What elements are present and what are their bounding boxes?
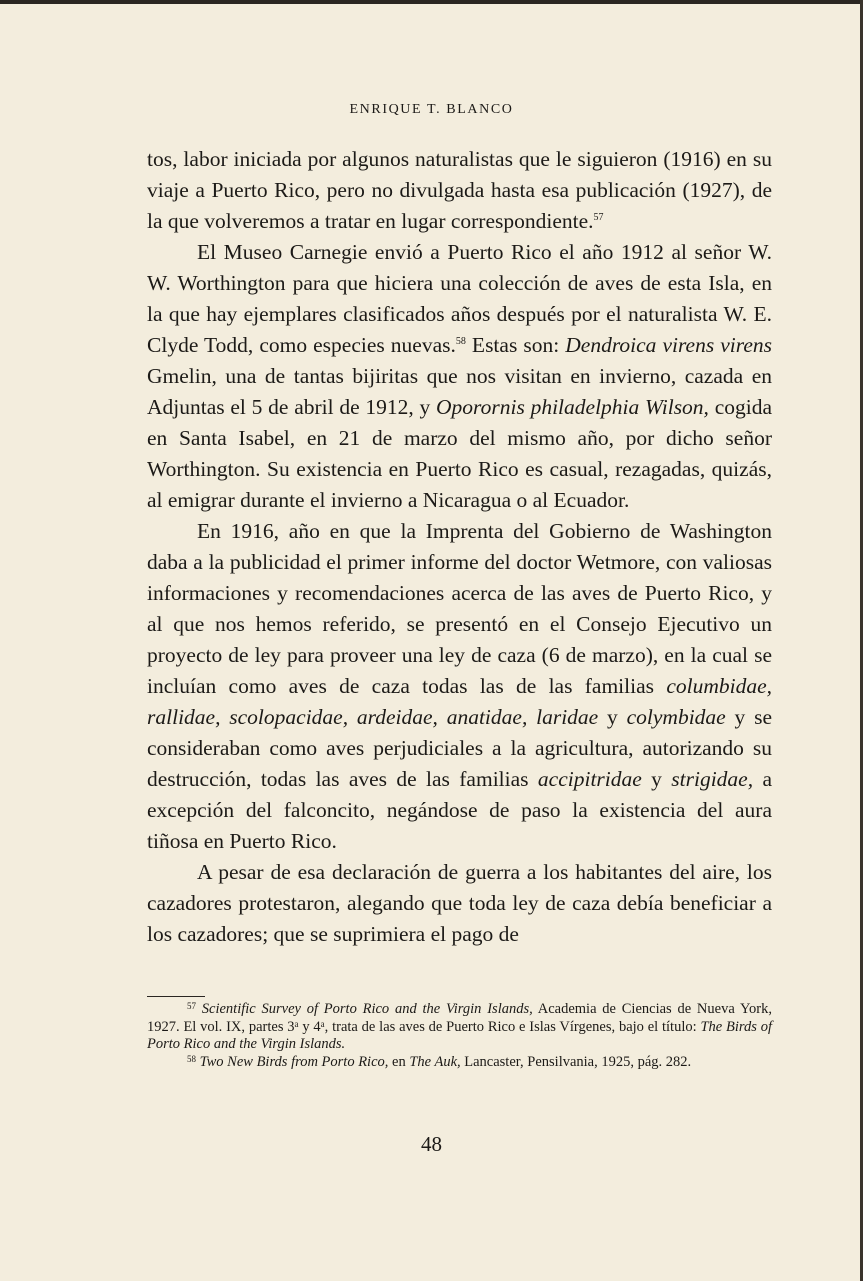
family-name: accipitridae — [537, 767, 642, 791]
footnote-ref-57[interactable]: 57 — [593, 212, 604, 223]
text-span: y 4 — [298, 1018, 321, 1035]
paragraph-4 — [147, 857, 772, 950]
paragraph-2 — [147, 237, 772, 516]
citation-title: The Birds of Porto Rico and the Virgin Islands. — [147, 1018, 773, 1052]
page-top-edge — [0, 0, 863, 4]
family-name: strigidae, — [671, 767, 754, 791]
family-names: columbidae, rallidae, scolopacidae, ardeidae, anatidae, laridae — [147, 674, 772, 729]
text-span: a excepción del falconcito, negándose de paso la existencia del aura tiñosa en Puerto Rico. — [147, 767, 772, 853]
text-span: El Museo Carnegie envió a Puerto Rico el año 1912 al señor W. W. Worthington para que hiciera una colección de aves de esta Isla, en la que hay ejemplares clasificados años después por el naturalista W. E. Clyde Todd, como especies nuevas. — [147, 240, 772, 357]
text-span: y se consideraban como aves perjudiciales a la agricultura, autorizando su destrucción, todas las aves de las familias — [147, 705, 772, 791]
text-span: A pesar de esa declaración de guerra a los habitantes del aire, los cazadores protestaron, alegando que toda ley de caza debía beneficiar a los cazadores; que se suprimiera el pago de — [147, 860, 772, 946]
ordinal-mark: a — [320, 1018, 325, 1029]
running-head: ENRIQUE T. BLANCO — [349, 102, 514, 117]
footnote-ref-58[interactable]: 58 — [455, 336, 466, 347]
family-name: colymbidae — [626, 705, 726, 729]
paragraph-3 — [147, 516, 772, 857]
text-span: y — [598, 705, 627, 729]
citation-title: Two New Birds from Porto Rico, — [199, 1053, 389, 1070]
species-name: Oporornis philadelphia Wilson, — [436, 395, 709, 419]
text-span: y — [641, 767, 672, 791]
text-span: Academia de Ciencias de Nueva York, 1927. El vol. IX, partes 3 — [147, 1001, 772, 1035]
paragraph-1 — [147, 144, 772, 237]
journal-title: The Auk, — [409, 1053, 461, 1070]
text-span: En 1916, año en que la Imprenta del Gobierno de Washington daba a la publicidad el primer informe del doctor Wetmore, con valiosas informaciones y recomendaciones acerca de las aves de Puerto Rico, y al que nos hemos referido, se presentó en el Consejo Ejecutivo un proyecto de ley para proveer una ley de caza (6 de marzo), en la cual se incluían como aves de caza todas las de las familias — [147, 519, 772, 698]
species-name: Dendroica virens virens — [565, 333, 772, 357]
text-span: cogida en Santa Isabel, en 21 de marzo del mismo año, por dicho señor Worthington. Su existencia en Puerto Rico es casual, rezagadas, quizás, al emigrar durante el invierno a Nicaragua o al Ecuador. — [147, 395, 772, 512]
footnote-58 — [147, 1054, 772, 1072]
text-span: , trata de las aves de Puerto Rico e Islas Vírgenes, bajo el título: — [324, 1018, 701, 1035]
citation-title: Scientific Survey of Porto Rico and the Virgin Islands, — [201, 1001, 533, 1017]
text-span: tos, labor iniciada por algunos naturalistas que le siguieron (1916) en su viaje a Puerto Rico, pero no divulgada hasta esa publicación (1927), de la que volveremos a tratar en lugar correspondiente. — [147, 147, 772, 233]
page-number: 48 — [421, 1132, 442, 1156]
text-span: Estas son: — [465, 333, 566, 357]
ordinal-mark: a — [294, 1018, 299, 1029]
footnote-rule — [147, 996, 205, 997]
text-span: Lancaster, Pensilvania, 1925, pág. 282. — [460, 1053, 692, 1070]
text-span: Gmelin, una de tantas bijiritas que nos visitan en invierno, cazada en Adjuntas el 5 de abril de 1912, y — [147, 364, 772, 419]
footnote-number: 58 — [187, 1053, 196, 1064]
body-text — [147, 144, 772, 950]
text-span: en — [388, 1053, 410, 1070]
footnote-number: 57 — [187, 1001, 196, 1011]
footnote-57 — [147, 1001, 772, 1054]
footnotes — [147, 1001, 772, 1071]
